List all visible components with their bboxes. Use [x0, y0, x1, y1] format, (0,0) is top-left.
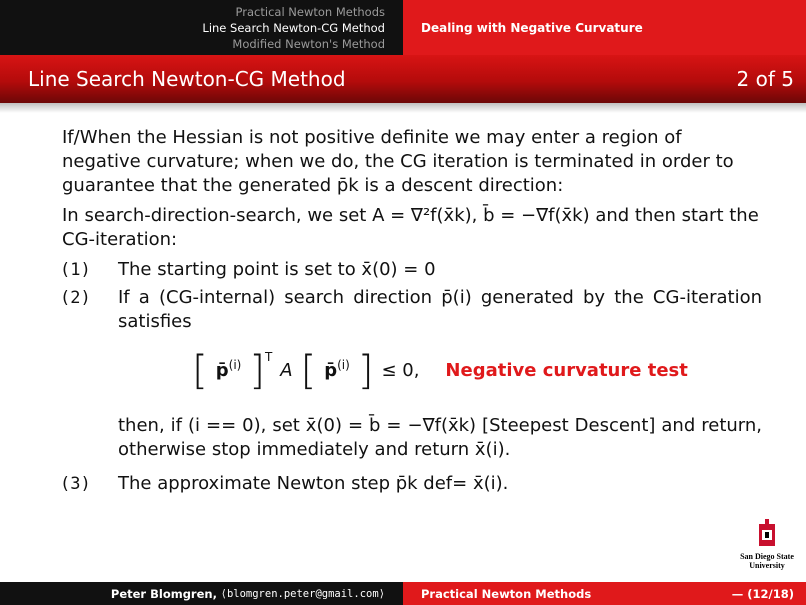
negative-curvature-test-label: Negative curvature test [445, 360, 688, 381]
slide-number: — (12/18) [731, 586, 794, 601]
title-shadow [0, 103, 806, 113]
list-item [62, 472, 762, 496]
talk-title[interactable]: Practical Newton Methods [421, 586, 592, 601]
header-bar [0, 0, 806, 55]
author-name: Peter Blomgren, [110, 586, 217, 601]
item-number: (3) [60, 474, 91, 494]
list-item [62, 286, 762, 462]
intro-paragraph: If/When the Hessian is not positive definite we may enter a region of negative curvature; when we do, the CG iteration is terminated in order to guarantee that the generated p̄k is a descent direction: [62, 127, 734, 196]
slide-title-bar [0, 55, 806, 103]
sdsu-emblem-icon [756, 518, 778, 548]
item-number: (2) [60, 288, 91, 308]
current-subsection-label: Dealing with Negative Curvature [421, 20, 643, 35]
nav-section-2[interactable]: Line Search Newton-CG Method [202, 20, 385, 35]
author-email: ⟨blomgren.peter@gmail.com⟩ [220, 587, 385, 600]
item-text: The approximate Newton step p̄k def= x̄(i). [118, 473, 509, 494]
footer-talk [403, 582, 806, 605]
list-item [62, 258, 762, 282]
sdsu-logo [735, 518, 799, 574]
item-text: If a (CG-internal) search direction p̄(i) generated by the CG-iteration satisfies [118, 287, 762, 332]
footer-author [0, 582, 403, 605]
slide-page-counter: 2 of 5 [736, 67, 794, 91]
then-text: then, if (i == 0), set x̄(0) = b̄ = −∇f(x̄k) [Steepest Descent] and return, otherwise stop immediately and return x̄(i). [118, 415, 762, 460]
slide-title: Line Search Newton-CG Method [28, 67, 346, 91]
curvature-formula: [ p̄$^{(i)}$ ] T A [ p̄$^{(i)}$ ] ≤ 0, Negative curvature test [192, 348, 688, 394]
setup-paragraph: In search-direction-search, we set A = ∇²f(x̄k), b̄ = −∇f(x̄k) and then start the CG-iteration: [62, 205, 759, 250]
logo-line2: University [749, 561, 785, 570]
footer-bar [0, 582, 806, 605]
nav-section-1[interactable]: Practical Newton Methods [235, 4, 385, 19]
item-text: The starting point is set to x̄(0) = 0 [118, 259, 436, 280]
section-nav [0, 0, 403, 55]
item-number: (1) [60, 260, 91, 280]
current-subsection[interactable] [403, 0, 806, 55]
item-body [118, 286, 762, 462]
logo-line1: San Diego State [740, 552, 794, 561]
nav-section-3[interactable]: Modified Newton's Method [232, 36, 385, 51]
slide-content [62, 126, 762, 496]
